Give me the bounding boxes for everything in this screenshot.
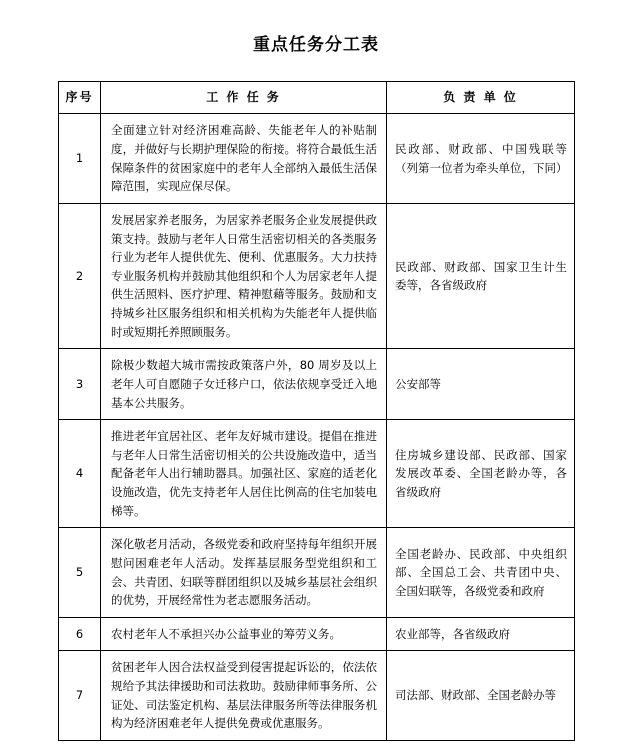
row-task: 贫困老年人因合法权益受到侵害提起诉讼的，依法依规给予其法律援助和司法救助。鼓励律师事务所、公证处、司法鉴定机构、基层法律服务所等法律服务机构为经济困难老年人提供免费或优惠服务。 [101, 651, 387, 741]
row-unit: 全国老龄办、民政部、中央组织部、全国总工会、共青团中央、全国妇联等，各级党委和政府 [387, 528, 575, 618]
row-task: 推进老年宜居社区、老年友好城市建设。提倡在推进与老年人日常生活密切相关的公共设施改造中，适当配备老年人出行辅助器具。加强社区、家庭的适老化设施改造，优先支持老年人居住比例高的住宅加装电梯等。 [101, 420, 387, 528]
row-number: 3 [59, 349, 101, 420]
row-task: 农村老年人不承担兴办公益事业的筹劳义务。 [101, 617, 387, 651]
table-row [59, 528, 575, 618]
table-container [58, 81, 574, 741]
row-number: 6 [59, 617, 101, 651]
row-unit: 农业部等，各省级政府 [387, 617, 575, 651]
row-number: 7 [59, 651, 101, 741]
table-row [59, 651, 575, 741]
column-header-task: 工 作 任 务 [101, 82, 387, 114]
row-unit: 住房城乡建设部、民政部、国家发展改革委、全国老龄办等，各省级政府 [387, 420, 575, 528]
table-header [59, 82, 575, 114]
row-task: 除极少数超大城市需按政策落户外，80 周岁及以上老年人可自愿随子女迁移户口，依法依规享受迁入地基本公共服务。 [101, 349, 387, 420]
row-number: 1 [59, 114, 101, 204]
table-row [59, 203, 575, 348]
row-task: 发展居家养老服务，为居家养老服务企业发展提供政策支持。鼓励与老年人日常生活密切相关的各类服务行业为老年人提供优先、便利、优惠服务。大力扶持专业服务机构并鼓励其他组织和个人为居家老年人提供生活照料、医疗护理、精神慰藉等服务。鼓励和支持城乡社区服务组织和相关机构为失能老年人提供临时或短期托养照顾服务。 [101, 203, 387, 348]
row-unit: 民政部、财政部、中国残联等（列第一位者为牵头单位，下同） [387, 114, 575, 204]
row-unit: 公安部等 [387, 349, 575, 420]
column-header-unit: 负 责 单 位 [387, 82, 575, 114]
column-header-no: 序号 [59, 82, 101, 114]
table-body [59, 114, 575, 741]
table-row [59, 420, 575, 528]
row-number: 4 [59, 420, 101, 528]
table-row [59, 114, 575, 204]
document-page [0, 30, 632, 746]
row-task: 全面建立针对经济困难高龄、失能老年人的补贴制度，并做好与长期护理保险的衔接。将符合最低生活保障条件的贫困家庭中的老年人全部纳入最低生活保障范围，实现应保尽保。 [101, 114, 387, 204]
row-unit: 司法部、财政部、全国老龄办等 [387, 651, 575, 741]
row-task: 深化敬老月活动，各级党委和政府坚持每年组织开展慰问困难老年人活动。发挥基层服务型党组织和工会、共青团、妇联等群团组织以及城乡基层社会组织的优势，开展经常性为老志愿服务活动。 [101, 528, 387, 618]
table-header-row [59, 82, 575, 114]
table-row [59, 349, 575, 420]
page-title: 重点任务分工表 [253, 35, 379, 55]
row-number: 2 [59, 203, 101, 348]
table-row [59, 617, 575, 651]
task-assignment-table [58, 81, 575, 741]
row-unit: 民政部、财政部、国家卫生计生委等，各省级政府 [387, 203, 575, 348]
row-number: 5 [59, 528, 101, 618]
